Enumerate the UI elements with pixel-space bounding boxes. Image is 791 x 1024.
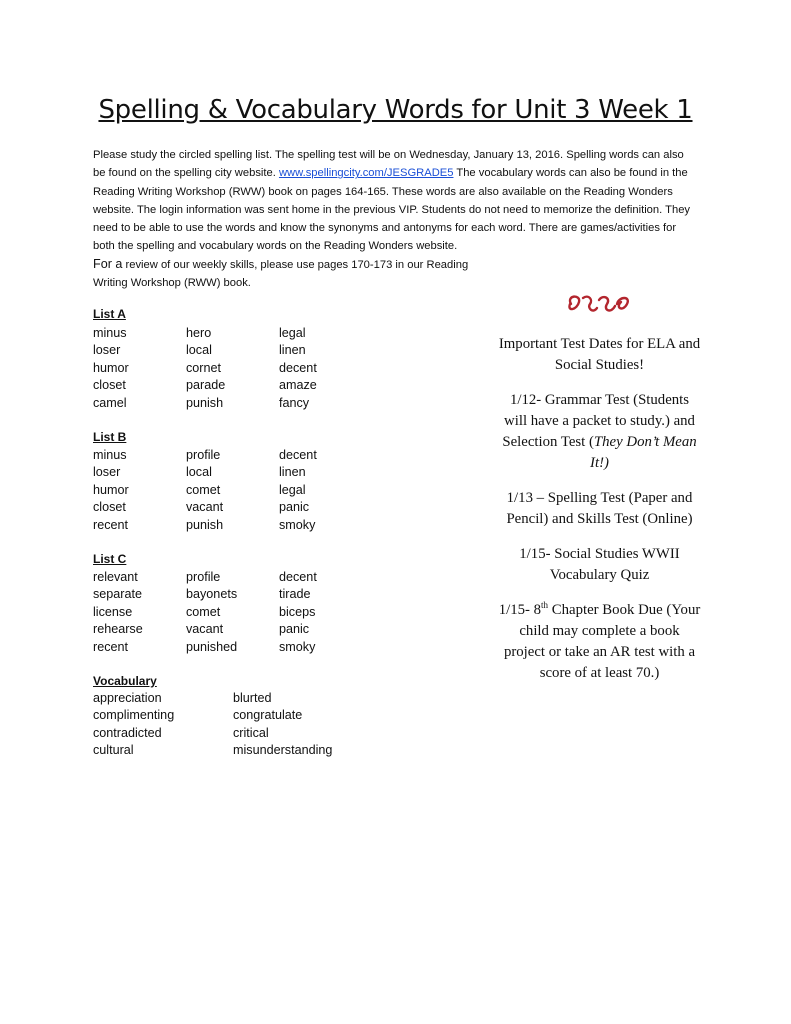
chapter-book-text: Chapter Book Due (Your child may complete a book project or take an AR test with a score of at least 70.) — [503, 602, 701, 681]
vocabulary-word: critical — [233, 725, 269, 740]
list-c-words — [93, 569, 372, 656]
list-word: relevant — [93, 570, 138, 584]
list-a-heading: List A — [93, 307, 126, 321]
list-word: local — [186, 343, 212, 358]
vocabulary-word: contradicted — [93, 725, 162, 740]
intro-text-2: The vocabulary words can also be found in the Reading Writing Workshop (RWW) book on pages 164-165. These words are also available on the Reading Wonders website. The login information was sent home in the previous VIP. Students do not need to memorize the definition. They need to be able to use the words and know the synonyms and antonyms for each word. There are games/activities for both the spelling and vocabulary words on the Reading Wonders website. — [93, 167, 691, 253]
list-word: vacant — [186, 622, 224, 637]
list-word: legal — [279, 326, 306, 340]
page-title: Spelling & Vocabulary Words for Unit 3 Week 1 — [98, 95, 693, 125]
list-b-heading: List B — [93, 430, 127, 444]
list-word: cornet — [186, 360, 222, 375]
list-word: license — [93, 604, 133, 619]
vocabulary-word: congratulate — [233, 708, 303, 723]
list-word: camel — [93, 395, 127, 410]
list-word: decent — [279, 448, 317, 462]
list-word: comet — [186, 482, 221, 497]
list-b-words — [93, 447, 372, 534]
list-word: linen — [279, 343, 306, 358]
list-word: panic — [279, 500, 310, 515]
selection-title: They Don’t Mean It!) — [590, 434, 697, 471]
list-word: linen — [279, 465, 306, 480]
test-dates-heading: Important Test Dates for ELA and Social Studies! — [498, 336, 701, 373]
list-word: parade — [186, 378, 226, 393]
list-word: vacant — [186, 500, 224, 515]
vocabulary-word: cultural — [93, 743, 134, 758]
vocabulary-word: misunderstanding — [233, 743, 333, 758]
list-c-heading: List C — [93, 552, 127, 566]
chapter-book-date: 1/15- 8 — [498, 602, 542, 618]
list-word: closet — [93, 378, 126, 393]
spellingcity-link[interactable]: www.spellingcity.com/JESGRADE5 — [278, 167, 454, 180]
list-word: loser — [93, 465, 121, 480]
date-item-social-studies: 1/15- Social Studies WWII Vocabulary Quiz — [519, 546, 680, 583]
list-word: comet — [186, 604, 221, 619]
list-word: profile — [186, 570, 221, 584]
list-a-words — [93, 325, 372, 412]
vocabulary-word: complimenting — [93, 708, 175, 723]
vocabulary-word: appreciation — [93, 691, 162, 705]
floral-ornament-icon — [563, 292, 633, 316]
list-word: decent — [279, 360, 317, 375]
list-word: profile — [186, 448, 221, 462]
list-word: smoky — [279, 639, 316, 654]
list-word: separate — [93, 587, 143, 602]
list-word: fancy — [279, 395, 310, 410]
list-word: legal — [279, 482, 306, 497]
vocabulary-words — [93, 690, 373, 760]
list-word: punish — [186, 395, 224, 410]
list-word: recent — [93, 639, 129, 654]
list-word: minus — [93, 448, 127, 462]
list-word: smoky — [279, 517, 316, 532]
list-word: hero — [186, 326, 212, 340]
list-word: recent — [93, 517, 129, 532]
list-word: local — [186, 465, 212, 480]
list-word: amaze — [279, 378, 317, 393]
test-dates-panel — [497, 334, 702, 698]
date-item-grammar — [497, 390, 702, 474]
list-word: tirade — [279, 587, 311, 602]
list-word: bayonets — [186, 587, 238, 602]
list-word: punished — [186, 639, 238, 654]
intro-paragraph — [93, 146, 698, 256]
vocabulary-heading: Vocabulary — [93, 674, 157, 688]
review-text: review of our weekly skills, please use pages 170-173 in our Reading — [122, 259, 469, 271]
vocabulary-word: blurted — [233, 691, 272, 705]
intro-text-1: Please study the circled spelling list. The spelling test will be on Wednesday, January 13, 2016. Spelling words can also be found on the spelling city website. — [93, 149, 684, 180]
review-lead: For a — [93, 257, 123, 271]
list-word: biceps — [279, 604, 316, 619]
list-word: minus — [93, 326, 127, 340]
date-item-chapter-book — [497, 600, 702, 684]
list-word: panic — [279, 622, 310, 637]
list-word: decent — [279, 570, 317, 584]
ordinal-suffix: th — [541, 600, 549, 611]
list-word: humor — [93, 360, 129, 375]
review-text-line2: Writing Workshop (RWW) book. — [93, 277, 251, 290]
date-item-grammar-text: 1/12- Grammar Test (Students will have a packet to study.) and Selection Test ( — [502, 392, 695, 450]
list-word: punish — [186, 517, 224, 532]
list-word: humor — [93, 482, 129, 497]
list-word: loser — [93, 343, 121, 358]
list-word: rehearse — [93, 622, 143, 637]
date-item-spelling: 1/13 – Spelling Test (Paper and Pencil) and Skills Test (Online) — [506, 490, 693, 527]
review-paragraph — [93, 255, 513, 293]
list-word: closet — [93, 500, 126, 515]
